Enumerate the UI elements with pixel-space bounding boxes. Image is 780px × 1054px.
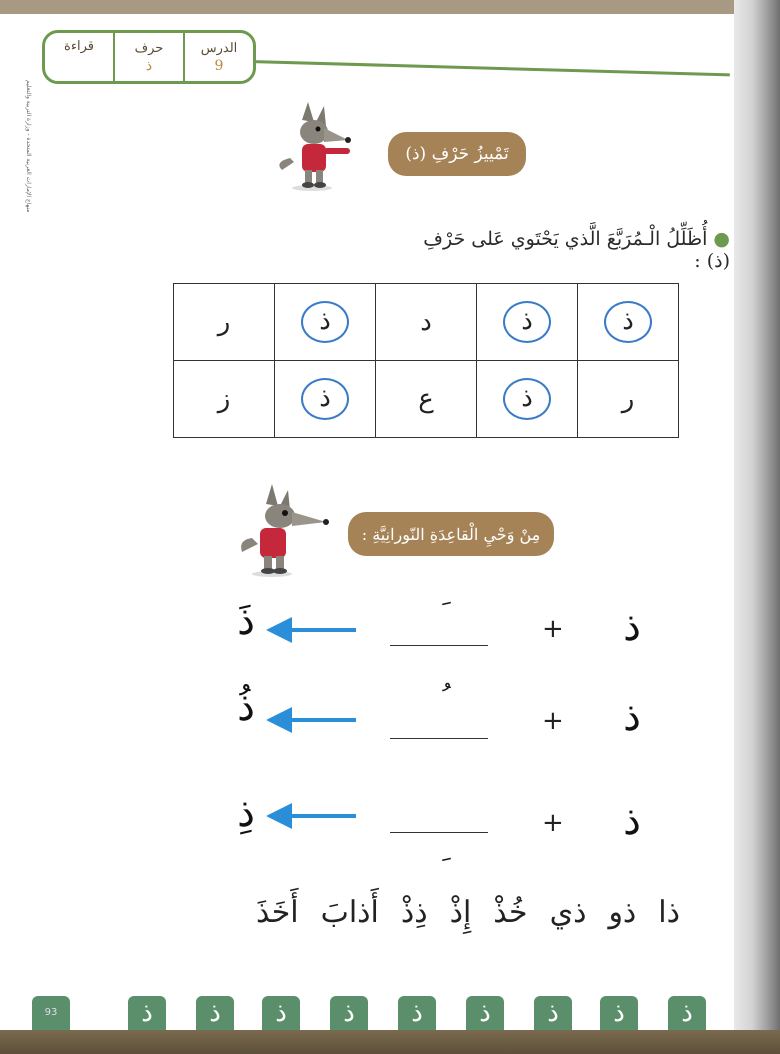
arrow-icon [290,718,356,722]
circled-letter: ذ [301,301,349,343]
arrow-icon [290,814,356,818]
book-spine [734,0,780,1054]
practice-word: ذِذْ [400,895,428,930]
grid-cell[interactable] [275,284,376,361]
plus-sign: + [542,706,564,736]
grid-cell[interactable] [477,361,578,438]
page-number: 93 [32,996,70,1030]
plus-sign: + [542,808,564,838]
instruction-line [400,228,730,272]
wolf-mascot-icon [238,482,334,578]
rule-title-pill [348,512,554,556]
result-syllable: ذُ [237,684,255,730]
letter-tile: ذ [534,996,572,1030]
base-letter: ذ [623,694,641,740]
lesson-number: 9 [214,57,224,74]
diacritic-mark [390,830,488,865]
letter-tile: ذ [466,996,504,1030]
practice-word: ذا [658,895,680,930]
grid-cell[interactable] [376,361,477,438]
rule-title: مِنْ وَحْيِ الْقاعِدَةِ النّورانِيَّةِ : [361,524,541,544]
letter-grid [173,283,679,438]
circled-letter: ذ [301,378,349,420]
practice-word: أَذابَ [320,895,379,930]
grid-letter: ز [217,384,231,414]
instruction-text: أُظَلِّلُ الْـمُرَبَّعَ الَّذي يَحْتَوي عَلى حَرْفِ (ذ) : [423,228,730,272]
page-top-edge [0,0,780,14]
circled-letter: ذ [503,301,551,343]
practice-word: ذو [608,895,637,930]
reading-label: قراءة [64,39,94,54]
answer-blank [390,738,488,739]
arrow-head-icon [266,707,292,733]
diacritic-mark [390,596,488,631]
word-list [160,895,680,930]
letter-tile: ذ [398,996,436,1030]
grid-cell[interactable] [174,361,275,438]
circled-letter: ذ [604,301,652,343]
grid-letter: ع [418,384,434,414]
lesson-label: الدرس [200,40,238,56]
grid-cell[interactable] [174,284,275,361]
practice-word: إِذْ [449,895,472,930]
letter-tile: ذ [128,996,166,1030]
practice-word: خُذْ [493,895,528,930]
practice-word: أَخَذَ [255,895,299,930]
lesson-cell [183,33,253,81]
grid-letter: ر [621,384,635,414]
letter-cell [113,33,183,81]
arrow-head-icon [266,803,292,829]
header-rule [250,60,730,76]
reading-cell [45,33,113,81]
grid-cell[interactable] [376,284,477,361]
practice-word: ذي [549,895,587,930]
grid-letter: د [420,307,432,337]
section-title: تَمْييزُ حَرْفِ (ذ) [405,144,509,164]
base-letter: ذ [623,604,641,650]
side-caption: منهاج الإمارات العربية المتحدة - وزارة التربية والتعليم [25,80,32,213]
answer-blank [390,645,488,646]
grid-cell[interactable] [275,361,376,438]
lesson-header [42,30,256,84]
wolf-mascot-icon [272,100,364,192]
bullet-dot-icon: ● [713,228,730,250]
arrow-head-icon [266,617,292,643]
letter-tile: ذ [600,996,638,1030]
circled-letter: ذ [503,378,551,420]
arrow-icon [290,628,356,632]
letter-tile: ذ [196,996,234,1030]
section-title-pill [388,132,526,176]
result-syllable: ذَ [237,598,255,644]
letter-tile: ذ [262,996,300,1030]
letter-label: حرف [134,40,164,56]
grid-row [174,284,679,361]
grid-cell[interactable] [578,361,679,438]
base-letter: ذ [623,798,641,844]
grid-cell[interactable] [477,284,578,361]
plus-sign: + [542,614,564,644]
grid-row [174,361,679,438]
letter-tile: ذ [668,996,706,1030]
letter-value: ذ [145,57,153,74]
page-bottom-edge [0,1030,780,1054]
letter-tile: ذ [330,996,368,1030]
grid-cell[interactable] [578,284,679,361]
grid-letter: ر [217,307,231,337]
result-syllable: ذِ [237,790,255,836]
diacritic-mark [390,682,488,717]
